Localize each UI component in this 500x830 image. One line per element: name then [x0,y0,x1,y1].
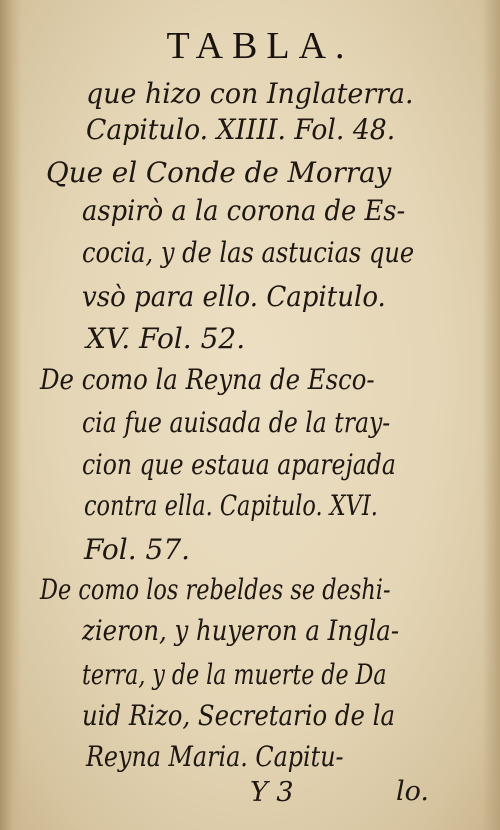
text-line: vsò para ello. Capitulo. [82,280,386,313]
text-line: terra, y de la muerte de Da [82,658,387,691]
text-line: Capitulo. XIIII. Fol. 48. [86,113,396,146]
catchword: lo. [396,776,429,807]
text-line: Que el Conde de Morray [46,156,392,189]
text-line: zieron, y huyeron a Ingla- [82,614,400,647]
text-line: cion que estaua aparejada [82,448,396,481]
page-left-edge-shadow [0,0,22,830]
text-line: aspirò a la corona de Es- [82,194,406,227]
text-line: que hizo con Inglaterra. [86,77,414,110]
text-line: cia fue auisada de la tray- [82,406,391,439]
text-line: XV. Fol. 52. [86,322,246,355]
text-line: cocia, y de las astucias que [82,236,415,269]
text-line: uid Rizo, Secretario de la [82,699,395,732]
text-line: Fol. 57. [84,533,191,566]
text-line: De como los rebeldes se deshi- [40,573,391,606]
page-right-edge-shadow [482,0,500,830]
signature-mark: Y 3 [250,777,294,808]
text-line: Reyna Maria. Capitu- [86,740,344,773]
page-title [0,26,500,66]
text-line: contra ella. Capitulo. XVI. [84,489,378,522]
text-line: De como la Reyna de Esco- [40,363,375,396]
page-title-text: TABLA. [166,25,354,67]
